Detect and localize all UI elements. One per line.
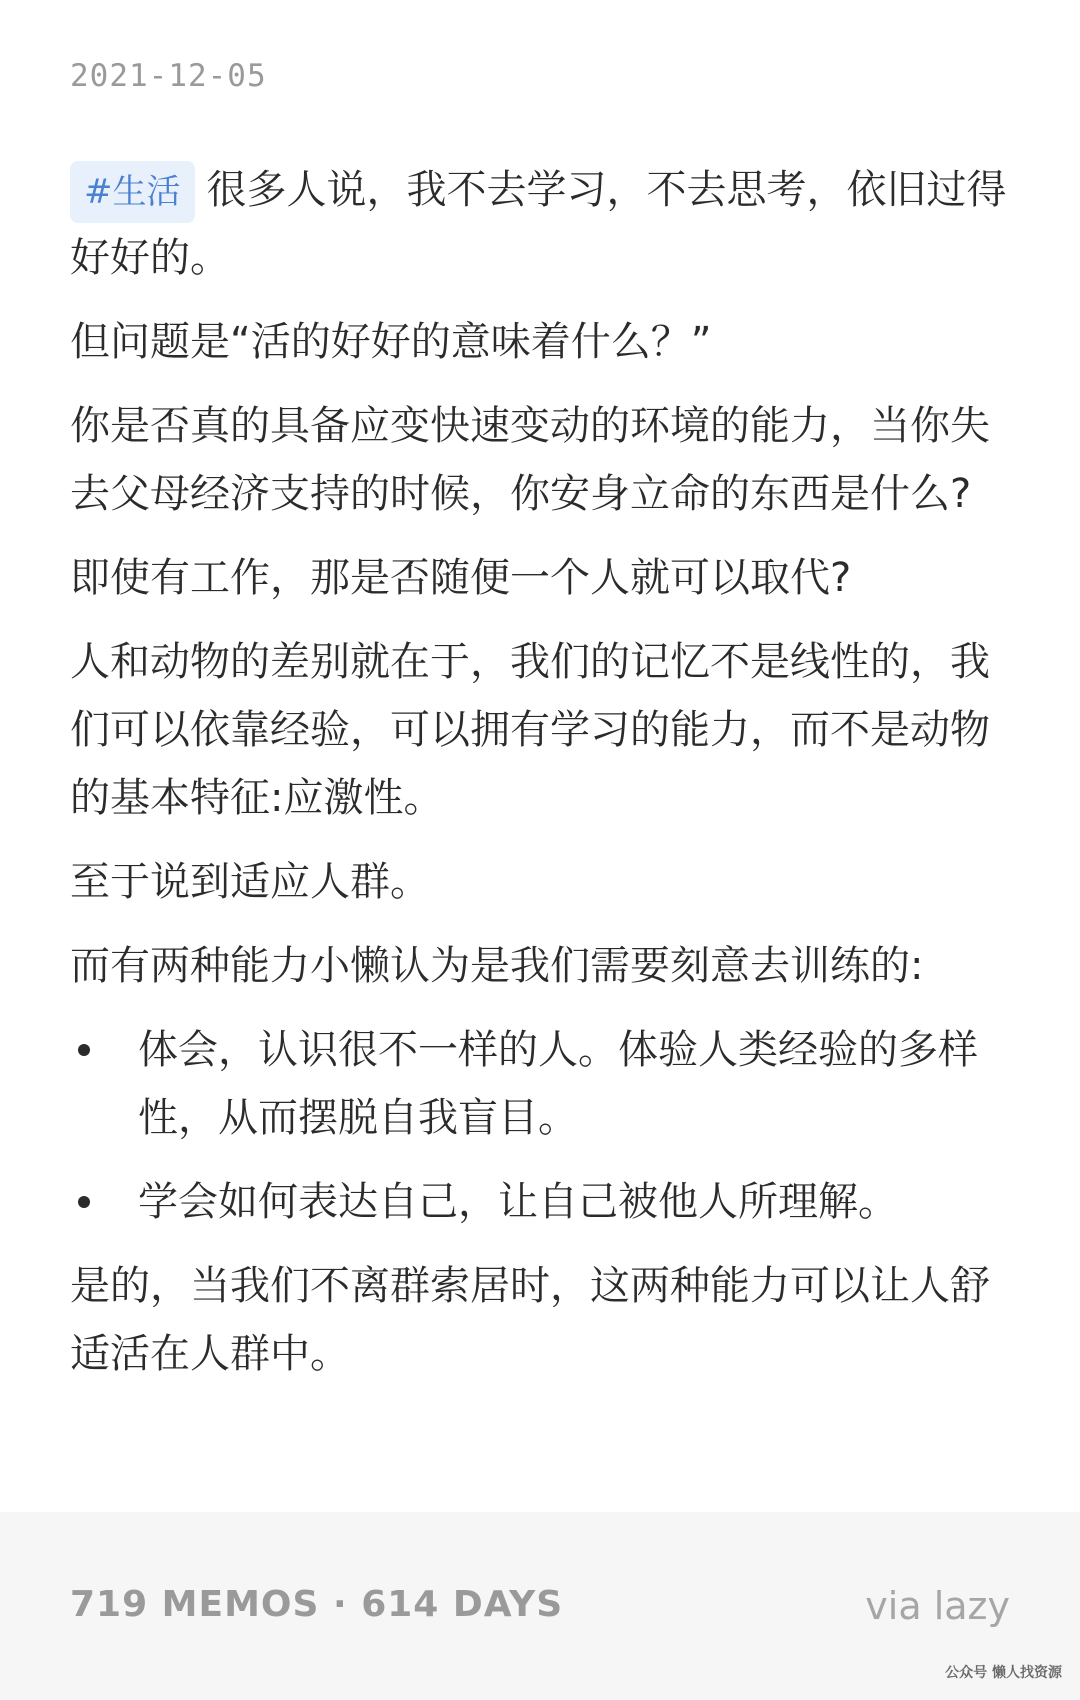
memo-footer <box>0 1512 1080 1700</box>
memo-stats: 719 MEMOS · 614 DAYS <box>70 1584 564 1625</box>
bullet-list <box>70 1016 1010 1236</box>
bullet-text: 体会，认识很不一样的人。体验人类经验的多样性，从而摆脱自我盲目。 <box>138 1027 978 1141</box>
memo-paragraph: 至于说到适应人群。 <box>70 859 430 905</box>
via-label: via lazy <box>865 1584 1010 1628</box>
watermark-text: 公众号 懒人找资源 <box>945 1665 1062 1681</box>
memo-paragraph: 但问题是“活的好好的意味着什么？” <box>70 319 712 365</box>
tag-life[interactable]: #生活 <box>70 161 195 223</box>
memo-date: 2021-12-05 <box>70 58 267 94</box>
memo-paragraph: 即使有工作，那是否随便一个人就可以取代? <box>70 555 852 601</box>
bullet-dot-icon <box>78 1196 90 1208</box>
paragraph-text: 很多人说，我不去学习，不去思考，依旧过得好好的。 <box>70 167 1007 281</box>
memo-paragraph: 人和动物的差别就在于，我们的记忆不是线性的，我们可以依靠经验，可以拥有学习的能力，而不是动物的基本特征:应激性。 <box>70 639 990 821</box>
memo-paragraph: 你是否真的具备应变快速变动的环境的能力，当你失去父母经济支持的时候，你安身立命的东西是什么? <box>70 403 990 517</box>
memo-paragraph <box>70 156 1010 292</box>
memo-closing: 是的，当我们不离群索居时，这两种能力可以让人舒适活在人群中。 <box>70 1263 990 1377</box>
bullet-item <box>70 1168 1010 1236</box>
bullet-dot-icon <box>78 1044 90 1056</box>
bullet-text: 学会如何表达自己，让自己被他人所理解。 <box>138 1179 898 1225</box>
bullet-item <box>70 1016 1010 1152</box>
memo-paragraph: 而有两种能力小懒认为是我们需要刻意去训练的: <box>70 943 924 989</box>
memo-content <box>70 156 1010 1404</box>
